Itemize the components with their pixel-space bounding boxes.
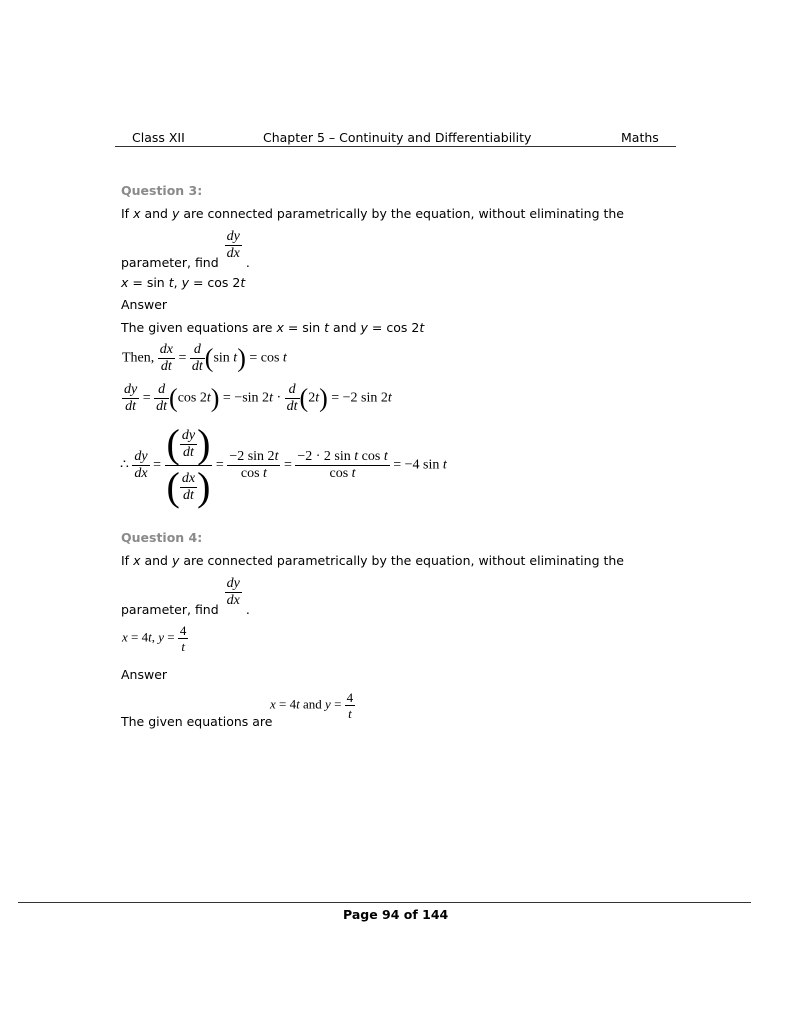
- q4-given-prefix: The given equations are: [121, 714, 273, 729]
- q3-answer-label: Answer: [121, 297, 168, 312]
- q4-find-text: parameter, find: [121, 602, 219, 617]
- q3-step2-dydt: $\frac{dy}{dt}$ = $\frac{d}{dt}$ (cos 2t) = −sin 2t · $\frac{d}{dt}$ (2t) = −2 sin 2t: [124, 382, 392, 414]
- question-3-heading: Question 3:: [121, 183, 203, 198]
- q3-equation: x = sin t, y = cos 2t: [121, 275, 246, 290]
- q3-given-equations: The given equations are x = sin t and y = cos 2t: [121, 320, 425, 335]
- q3-step1-dxdt: Then, $\frac{dx}{dt}$ = $\frac{d}{dt}$ (sin t) = cos t: [122, 342, 287, 374]
- header-subject: Maths: [621, 130, 659, 145]
- header-class: Class XII: [132, 130, 185, 145]
- q4-dydx-fraction: $\frac{dy}{dx}$: [226, 576, 240, 608]
- q4-statement-line1: If x and y are connected parametrically by the equation, without eliminating the: [121, 553, 624, 568]
- q3-dydx-fraction: $\frac{dy}{dx}$: [226, 229, 240, 261]
- q3-step3-dydx: ∴ $\frac{dy}{dx}$ = ( $\frac{dy}{dt}$ ) ( $\frac{dx}{dt}$ ) = $\frac{-2 \sin 2t}{\text{cos t}}$ = $\frac{\text{−2 · 2 sin t cos t}}{\text{cos t}}$ = −4 sin t: [120, 421, 447, 509]
- q4-statement-line2: parameter, find $\frac{dy}{dx}$ .: [121, 576, 250, 617]
- header-chapter: Chapter 5 – Continuity and Differentiability: [263, 130, 532, 145]
- q3-statement-line1: If x and y are connected parametrically by the equation, without eliminating the: [121, 206, 624, 221]
- footer-rule: [18, 902, 751, 903]
- page-number: Page 94 of 144: [343, 907, 449, 922]
- header-rule: [115, 146, 676, 147]
- q3-statement-line2: parameter, find $\frac{dy}{dx}$ .: [121, 229, 250, 270]
- q4-given-equations: x = 4t and y = $\frac{4}{t}$: [270, 690, 354, 721]
- q3-find-text: parameter, find: [121, 255, 219, 270]
- question-4-heading: Question 4:: [121, 530, 203, 545]
- q4-answer-label: Answer: [121, 667, 168, 682]
- q4-equation: x = 4t, y = $\frac{4}{t}$: [122, 623, 187, 654]
